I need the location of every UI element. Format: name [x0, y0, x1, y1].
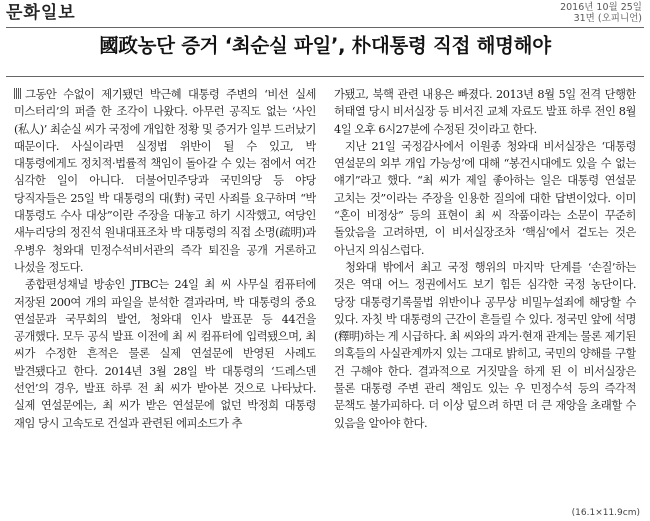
- headline-divider: [6, 76, 644, 77]
- clipping-size-note: (16.1×11.9cm): [571, 508, 640, 518]
- newspaper-logo: 문화일보: [6, 3, 76, 23]
- issue-date: 2016년 10월 25일: [560, 2, 642, 13]
- paragraph: [14, 86, 316, 276]
- paragraph: 종합편성채널 방송인 JTBC는 24일 최 씨 사무실 컴퓨터에 저장된 200여 개의 파일을 분석한 결과라며, 박 대통령의 중요 연설문과 국무회의 발언, 청와대 인사 발표문 등 44건을 공개했다. 모두 공식 발표 이전에 최 씨 컴퓨터에 입력됐으며, 최 씨가 수정한 흔적은 물론 실제 연설문에 반영된 사례도 발견됐다고 한다. 2014년 3월 28일 박 대통령의 ‘드레스덴 선언’의 경우, 발표 하루 전 최 씨가 받아본 것으로 나타났다. 실제 연설문에는, 최 씨가 받은 연설문에 없던 박정희 대통령 재임 당시 고속도로 건설과 관련된 에피소드가 추: [14, 278, 316, 430]
- editorial-headline: 國政농단 증거 ‘최순실 파일’, 朴대통령 직접 해명해야: [99, 34, 551, 57]
- paragraph-marker-icon: [14, 88, 21, 99]
- article-body: [14, 86, 636, 502]
- left-column: [14, 86, 316, 502]
- paragraph: 가됐고, 북핵 관련 내용은 빠졌다. 2013년 8월 5일 전격 단행한 허태열 당시 비서실장 등 비서진 교체 자료도 발표 하루 전인 8월 4일 오후 6시27분에 수정된 것이라고 한다.: [334, 88, 636, 136]
- masthead-divider: [6, 27, 644, 28]
- paragraph: 지난 21일 국정감사에서 이원종 청와대 비서실장은 ‘대통령 연설문의 외부 개입 가능성’에 대해 “봉건시대에도 있을 수 없는 얘기”라고 했다. “최 씨가 제일 좋아하는 일은 대통령 연설문 고치는 것”이라는 주장을 인용한 질의에 대한 답변이었다. 이미 “혼이 비정상” 등의 표현이 최 씨 작품이라는 소문이 꾸준히 돌았음을 고려하면, 이 비서실장조차 ‘핵심’에서 겉도는 것은 아닌지 의심스럽다.: [334, 139, 636, 257]
- right-column: [334, 86, 636, 502]
- page-section: 31면 (오피니언): [573, 13, 642, 24]
- masthead: [6, 2, 76, 26]
- paragraph-text: 그동안 수없이 제기됐던 박근혜 대통령 주변의 ‘비선 실세 미스터리’의 퍼즐 한 조각이 나왔다. 아무런 공직도 없는 ‘사인(私人)’ 최순실 씨가 국정에 개입한 정황 및 증거가 일부 드러났기 때문이다. 사실이라면 실정법 위반이 될 수 있고, 박 대통령에게도 정치적·법률적 책임이 돌아갈 수 있는 점에서 여간 심각한 일이 아니다. 더불어민주당과 국민의당 등 야당 당직자들은 25일 박 대통령의 대(對) 국민 사죄를 요구하며 “박 대통령도 수사 대상”이란 주장을 대놓고 하기 시작했고, 여당인 새누리당의 정진석 원내대표조차 박 대통령의 직접 소명(疏明)과 우병우 청와대 민정수석비서관의 즉각 퇴진을 공개 거론하고 나섰을 정도다.: [14, 88, 316, 274]
- issue-meta: [560, 2, 642, 24]
- paragraph: 청와대 밖에서 최고 국정 행위의 마지막 단계를 ‘손질’하는 것은 역대 어느 정권에서도 보기 힘든 심각한 국정 농단이다. 당장 대통령기록물법 위반이나 공무상 비밀누설죄에 해당할 수 있다. 자칫 박 대통령의 근간이 흔들릴 수 있다. 정국민 앞에 석명(釋明)하는 게 시급하다. 최 씨와의 과거·현재 관계는 물론 제기된 의혹들의 사실관계까지 있는 그대로 밝히고, 국민의 양해를 구할 건 구해야 한다. 결과적으로 거짓말을 하게 된 이 비서실장은 물론 대통령 주변 관리 책임도 있는 우 민정수석 등의 즉각적 문책도 불가피하다. 더 이상 덮으려 하면 더 큰 재앙을 초래할 수 있음을 알아야 한다.: [334, 260, 636, 430]
